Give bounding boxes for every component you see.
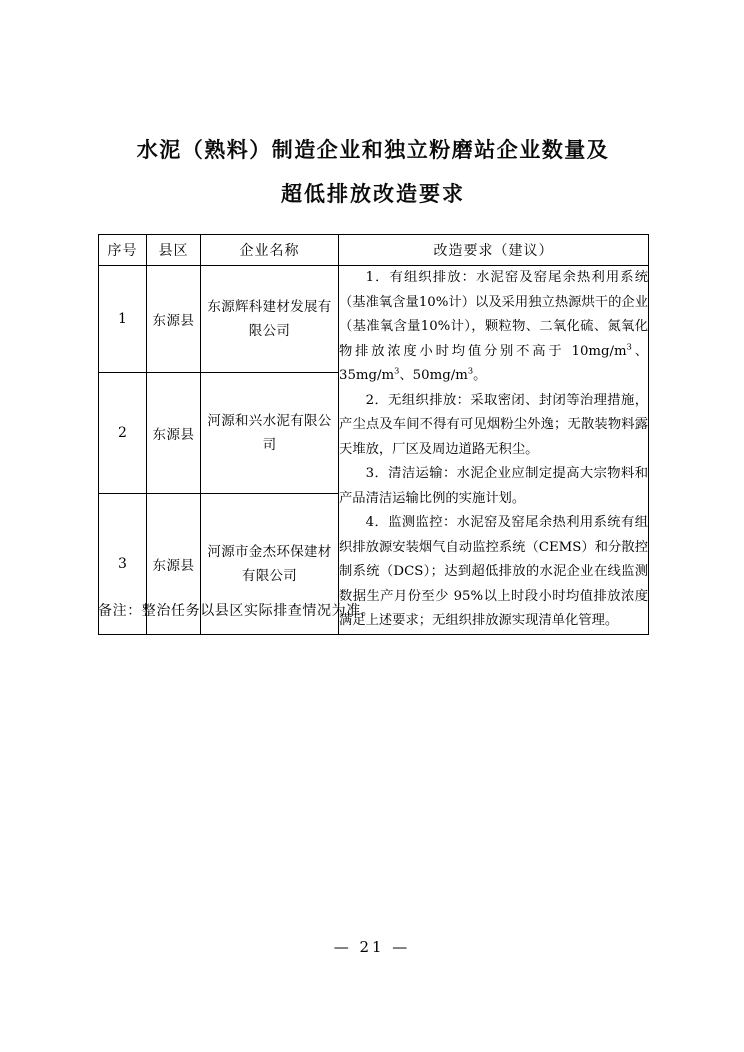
table-header-row [99,235,649,266]
page-title-line-1: 水泥（熟料）制造企业和独立粉磨站企业数量及 [136,137,610,162]
requirement-text-1c: 、50mg/m [399,368,468,383]
requirement-paragraph-3: 3．清洁运输：水泥企业应制定提高大宗物料和产品清洁运输比例的实施计划。 [339,466,648,506]
column-header-county: 县区 [147,235,201,266]
superscript-cubic-3: 3 [467,365,474,376]
cell-company-name: 河源和兴水泥有限公司 [201,373,339,494]
requirement-text-1d: 。 [473,368,487,383]
enterprise-table [98,234,649,635]
cell-index: 1 [99,266,147,373]
cell-county: 东源县 [147,493,201,634]
cell-company-name: 河源市金杰环保建材有限公司 [201,493,339,634]
requirement-text-1b: 、35mg/m [339,343,648,383]
cell-company-name: 东源辉科建材发展有限公司 [201,266,339,373]
superscript-cubic-2: 3 [394,365,400,376]
requirement-text-1a: 1．有组织排放：水泥窑及窑尾余热利用系统（基准氧含量10%计）以及采用独立热源烘干的企业（基准氧含量10%计），颗粒物、二氧化硫、氮氧化物排放浓度小时均值分别不高于 10mg/m [339,270,648,359]
cell-county: 东源县 [147,266,201,373]
table-note: 备注：整治任务以县区实际排查情况为准。 [98,603,376,619]
superscript-cubic-1: 3 [626,341,632,352]
column-header-index: 序号 [99,235,147,266]
cell-county: 东源县 [147,373,201,494]
cell-index: 2 [99,373,147,494]
table-body [99,266,649,635]
cell-index: 3 [99,493,147,634]
requirement-paragraph-1 [339,266,648,389]
table-header [99,235,649,266]
cell-requirement [339,266,649,635]
column-header-requirement: 改造要求（建议） [339,235,649,266]
page-title-line-2: 超低排放改造要求 [281,181,465,206]
requirement-paragraph-2: 2．无组织排放：采取密闭、封闭等治理措施，产尘点及车间不得有可见烟粉尘外逸；无散装物料露天堆放，厂区及周边道路无积尘。 [339,392,648,457]
page-title [98,128,648,216]
page-number: — 21 — [333,938,411,956]
column-header-company: 企业名称 [201,235,339,266]
table-row [99,266,649,373]
enterprise-table-container [98,234,648,635]
requirement-paragraph-4: 4．监测监控：水泥窑及窑尾余热利用系统有组织排放源安装烟气自动监控系统（CEMS）和分散控制系统（DCS）；达到超低排放的水泥企业在线监测数据生产月份至少 95%以上时段小时均值排放浓度满足上述要求；无组织排放源实现清单化管理。 [339,515,648,628]
